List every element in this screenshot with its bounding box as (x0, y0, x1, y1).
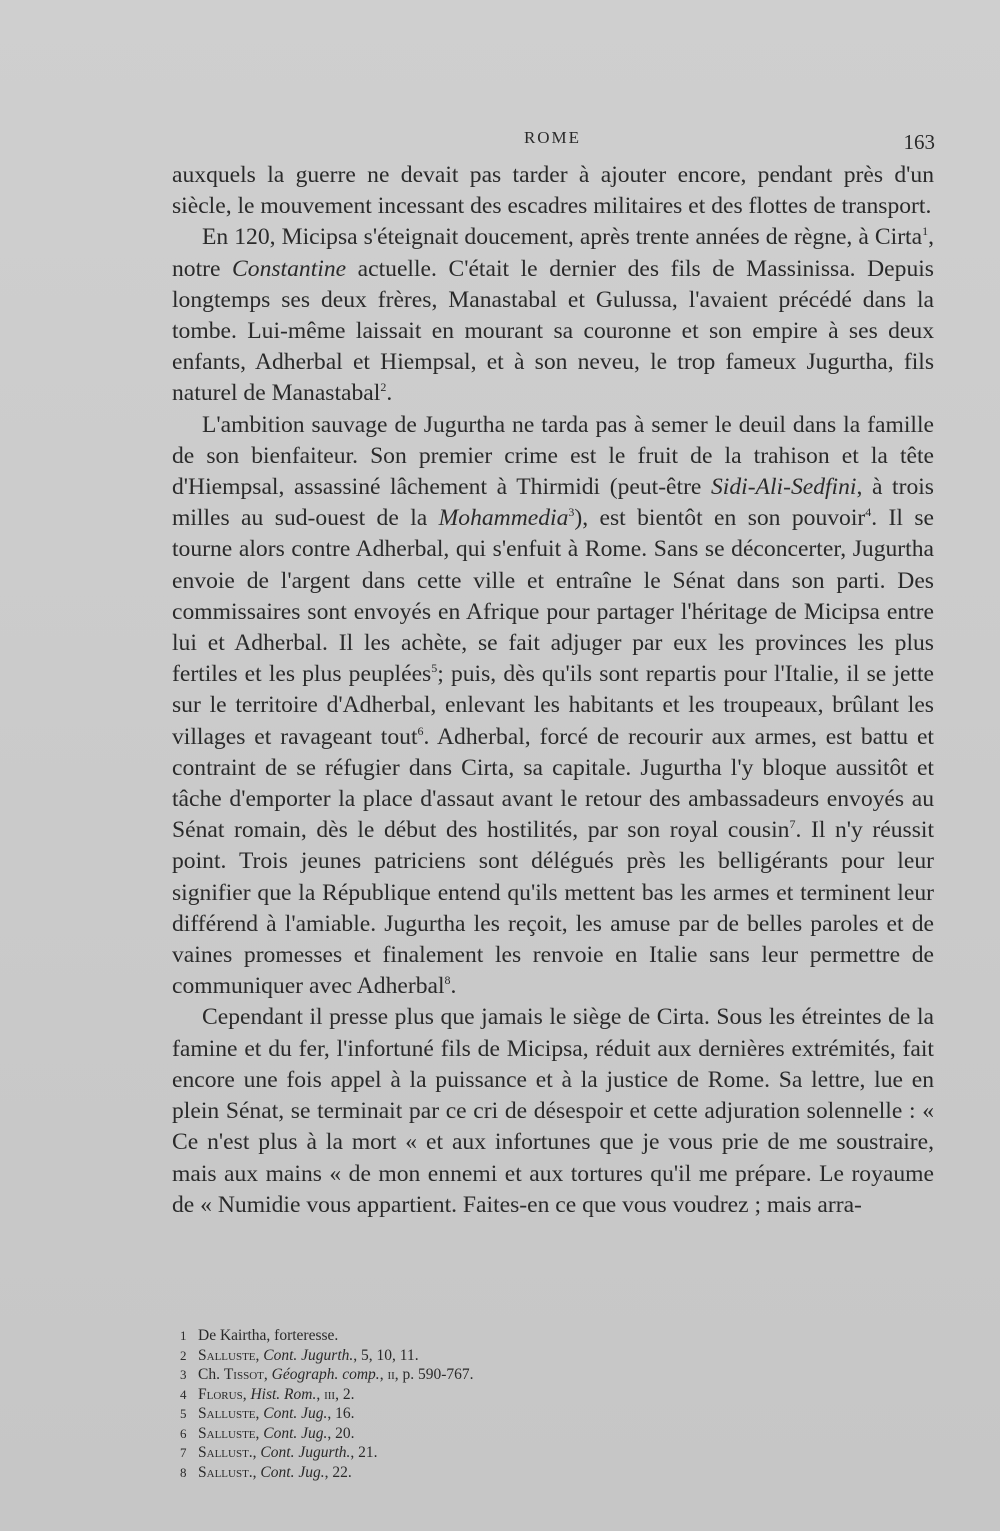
footnote-author: Sallust. (198, 1444, 253, 1461)
footnote-number: 4 (180, 1386, 187, 1402)
footnote-text: , 21. (350, 1444, 378, 1461)
footnote-number: 2 (180, 1347, 187, 1363)
footnote-work-title: Cont. Jugurth. (260, 1444, 351, 1461)
footnote-author: Sallust. (198, 1463, 253, 1481)
body-text (172, 160, 934, 1221)
footnote-text: , 5, 10, 11. (353, 1346, 419, 1364)
footnote-ref: 5 (431, 661, 438, 676)
text-run: . Il se tourne alors contre Adherbal, qui s'enfuit à Rome. Sans se déconcerter, Jugurtha envoie de l'argent dans cette ville et entraîne le Sénat dans son parti. Des commissaires sont envoyés en Afrique pour partager l'héritage de Micipsa entre lui et Adherbal. Il les achète, se fait adjuger par eux les provinces les plus fertiles et les plus peuplées (172, 505, 934, 688)
text-run: auxquels la guerre ne devait pas tarder à ajouter encore, pendant près d'un siècle, le mouvement incessant des escadres militaires et des flottes de transport. (172, 162, 934, 220)
footnote-number: 5 (180, 1406, 187, 1421)
paragraph (172, 160, 934, 222)
footnote-author: Salluste (198, 1405, 256, 1422)
running-title: ROME (523, 128, 582, 147)
footnote (180, 1385, 780, 1405)
footnote-author: ii (387, 1366, 395, 1383)
footnote-number: 7 (180, 1445, 187, 1460)
paragraph (172, 410, 934, 1003)
footnote-ref: 8 (444, 973, 451, 988)
running-head (170, 128, 935, 158)
footnote-work-title: Géograph. comp. (271, 1366, 380, 1383)
footnote-text: , p. 590-767. (394, 1366, 474, 1383)
footnote-author: Salluste (198, 1346, 256, 1364)
footnote-ref: 6 (417, 723, 424, 738)
footnote-text: De Kairtha, forteresse. (198, 1327, 339, 1344)
footnote (180, 1346, 780, 1366)
footnote-author: Tissot (223, 1366, 264, 1383)
text-run: . (450, 973, 457, 1000)
text-run: . Il n'y réussit point. Trois jeunes patriciens sont délégués près les belligérants pour leur signifier que la République entend qu'ils mettent bas les armes et terminent leur différend à l'amiable. Jugurtha les reçoit, les amuse par de belles paroles et de vaines promesses et finalement les renvoie en Italie sans leur permettre de communiquer avec Adherbal (172, 817, 935, 1000)
italic-place-name: Constantine (232, 255, 347, 282)
footnote-author: Florus (198, 1385, 243, 1403)
footnote-text: , (252, 1463, 261, 1481)
footnote-work-title: Cont. Jug. (263, 1424, 328, 1442)
paragraph (172, 222, 934, 409)
footnote-work-title: Cont. Jug. (260, 1463, 325, 1481)
footnote-number: 3 (180, 1367, 187, 1382)
footnote (180, 1463, 780, 1483)
text-run: ; puis, dès qu'ils sont repartis pour l'Italie, il se jette sur le territoire d'Adherbal, enlevant les habitants et les troupeaux, brûlant les villages et ravageant tout (172, 661, 934, 750)
footnote-text: , (263, 1366, 272, 1383)
footnote-work-title: Hist. Rom. (250, 1385, 317, 1403)
footnote-number: 1 (180, 1328, 187, 1343)
footnote-text: , (255, 1405, 264, 1422)
paragraph (172, 1002, 934, 1220)
footnote-number: 6 (180, 1425, 187, 1441)
footnote-text: , (242, 1385, 251, 1403)
footnote-ref: 4 (865, 505, 872, 520)
footnote-ref: 7 (789, 817, 796, 832)
text-run: . (386, 380, 393, 407)
footnote-text: , 22. (324, 1463, 352, 1481)
footnote-text: , (255, 1346, 264, 1364)
footnote-text: , (379, 1366, 388, 1383)
footnote-author: Salluste (198, 1424, 256, 1442)
text-run: . Adherbal, forcé de recourir aux armes, est battu et contraint de se réfugier dans Cirta, sa capitale. Jugurtha l'y bloque aussitôt et tâche d'emporter la place d'assaut avant le retour des ambassadeurs envoyés au Sénat romain, dès le début des hostilités, par son royal cousin (172, 723, 934, 844)
footnote-text: , (255, 1424, 264, 1442)
footnote-text: , 20. (327, 1424, 355, 1442)
footnote (180, 1443, 780, 1463)
text-run: , à trois milles au sud-ouest de la (172, 474, 934, 532)
footnote-ref: 2 (380, 380, 387, 395)
footnote-work-title: Cont. Jug. (263, 1405, 328, 1422)
footnote-text: , (316, 1385, 325, 1403)
footnote-work-title: Cont. Jugurth. (263, 1346, 354, 1364)
footnote-ref: 3 (568, 505, 575, 520)
footnote (180, 1424, 780, 1444)
footnote (180, 1404, 780, 1424)
footnote-text: , 2. (335, 1385, 355, 1403)
text-run: actuelle. C'était le dernier des fils de Massinissa. Depuis longtemps ses deux frères, Manastabal et Gulussa, l'avaient précédé dans la tombe. Lui-même laissait en mourant sa couronne et son empire à ses deux enfants, Adherbal et Hiempsal, et à son neveu, le trop fameux Jugurtha, fils naturel de Manastabal (172, 255, 934, 407)
footnote-text: , (252, 1444, 261, 1461)
footnote (180, 1365, 780, 1385)
italic-place-name: Mohammedia (438, 505, 569, 532)
text-run: , notre (172, 224, 934, 282)
footnote-author: iii (324, 1385, 336, 1403)
text-run: L'ambition sauvage de Jugurtha ne tarda pas à semer le deuil dans la famille de son bienfaiteur. Son premier crime est le fruit de la trahison et la tête d'Hiempsal, assassiné lâchement à Thirmidi (peut-être (172, 411, 934, 501)
footnote-text: , 16. (327, 1405, 355, 1422)
text-run: En 120, Micipsa s'éteignait doucement, après trente années de règne, à Cirta (202, 224, 923, 251)
footnote-ref: 1 (922, 224, 929, 239)
text-run: ), est bientôt en son pouvoir (574, 505, 866, 532)
footnote-text: Ch. (198, 1366, 224, 1383)
text-run: Cependant il presse plus que jamais le siège de Cirta. Sous les étreintes de la famine et du fer, l'infortuné fils de Micipsa, réduit aux dernières extrémités, fait encore une fois appel à la puissance et à la justice de Rome. Sa lettre, lue en plein Sénat, se terminait par ce cri de désespoir et cette adjuration solennelle : « Ce n'est plus à la mort « et aux infortunes que je vous prie de me soustraire, mais aux mains « de mon ennemi et aux tortures qu'il me prépare. Le royaume de « Numidie vous appartient. Faites-en ce que vous voudrez ; mais arra- (172, 1004, 934, 1218)
italic-place-name: Sidi-Ali-Sedfini (711, 474, 857, 501)
footnotes (180, 1326, 780, 1482)
footnote (180, 1326, 780, 1346)
footnote-number: 8 (180, 1464, 187, 1480)
page-number: 163 (903, 130, 935, 154)
